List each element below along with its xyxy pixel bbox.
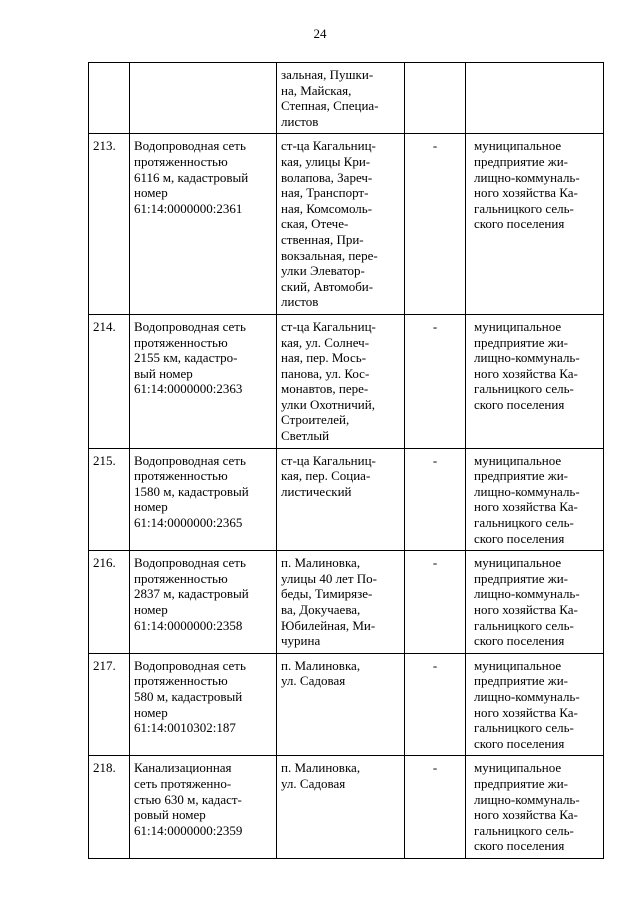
object-name: Канализационная сеть протяженно- стью 630 м, кадаст- ровый номер 61:14:0000000:2359 (134, 760, 243, 838)
object-location: зальная, Пушки- на, Майская, Степная, Специа- листов (281, 67, 379, 129)
dash-cell (405, 448, 466, 551)
table-row (89, 756, 604, 859)
object-name-cell (130, 551, 277, 654)
location-cell (277, 756, 405, 859)
location-cell (277, 653, 405, 756)
object-location: ст-ца Кагальниц- кая, ул. Солнеч- ная, пер. Мось- панова, ул. Кос- монавтов, пере- улки Охотничий, Строителей, Светлый (281, 318, 376, 444)
object-name: Водопроводная сеть протяженностью 2837 м, кадастровый номер 61:14:0000000:2358 (134, 555, 249, 633)
empty-value-dash: - (432, 138, 438, 154)
empty-value-dash: - (432, 318, 438, 334)
object-location: ст-ца Кагальниц- кая, улицы Кри- волапова, Зареч- ная, Транспорт- ная, Комсомоль- ская, Отече- ственная, При- вокзальная, пере- улки Элеватор- ский, Автомоби- листов (281, 138, 378, 310)
holder-name: муниципальное предприятие жи- лищно-коммуналь- ного хозяйства Ка- гальницкого сель- ского поселения (474, 657, 580, 751)
object-name: Водопроводная сеть протяженностью 580 м, кадастровый номер 61:14:0010302:187 (134, 657, 246, 736)
location-cell (277, 551, 405, 654)
row-number-cell (89, 551, 130, 654)
row-number: 213. (93, 138, 116, 154)
holder-cell (466, 314, 604, 448)
row-number-cell (89, 448, 130, 551)
table-row (89, 653, 604, 756)
row-number: 216. (93, 555, 116, 571)
table-row (89, 314, 604, 448)
location-cell (277, 448, 405, 551)
row-number-cell (89, 63, 130, 134)
row-number-cell (89, 134, 130, 315)
page-number: 24 (313, 26, 327, 41)
table-row (89, 551, 604, 654)
object-name-cell (130, 63, 277, 134)
holder-name: муниципальное предприятие жи- лищно-коммуналь- ного хозяйства Ка- гальницкого сель- ского поселения (474, 555, 580, 649)
object-location: п. Малиновка, улицы 40 лет По- беды, Тимирязе- ва, Докучаева, Юбилейная, Ми- чурина (281, 555, 377, 649)
object-location: п. Малиновка, ул. Садовая (281, 760, 361, 791)
holder-cell (466, 448, 604, 551)
empty-value-dash: - (432, 452, 438, 468)
row-number-cell (89, 756, 130, 859)
property-registry-table (88, 62, 604, 859)
holder-cell (466, 653, 604, 756)
object-location: ст-ца Кагальниц- кая, пер. Социа- листический (281, 452, 376, 499)
row-number: 215. (93, 452, 116, 468)
location-cell (277, 134, 405, 315)
holder-cell (466, 551, 604, 654)
dash-cell (405, 756, 466, 859)
empty-value-dash: - (432, 657, 438, 673)
location-cell (277, 63, 405, 134)
object-name-cell (130, 756, 277, 859)
row-number: 214. (93, 318, 116, 334)
table-row (89, 134, 604, 315)
row-number-cell (89, 653, 130, 756)
holder-cell (466, 63, 604, 134)
location-cell (277, 314, 405, 448)
holder-name: муниципальное предприятие жи- лищно-коммуналь- ного хозяйства Ка- гальницкого сель- ского поселения (474, 452, 580, 546)
object-location: п. Малиновка, ул. Садовая (281, 657, 361, 689)
dash-cell (405, 63, 466, 134)
row-number: 217. (93, 657, 116, 673)
holder-name: муниципальное предприятие жи- лищно-коммуналь- ного хозяйства Ка- гальницкого сель- ского поселения (474, 138, 580, 232)
empty-value-dash: - (432, 760, 438, 776)
holder-name: муниципальное предприятие жи- лищно-коммуналь- ного хозяйства Ка- гальницкого сель- ского поселения (474, 760, 580, 854)
dash-cell (405, 134, 466, 315)
object-name-cell (130, 653, 277, 756)
empty-value-dash: - (432, 555, 438, 571)
table-row (89, 448, 604, 551)
holder-name: муниципальное предприятие жи- лищно-коммуналь- ного хозяйства Ка- гальницкого сель- ского поселения (474, 318, 580, 412)
object-name: Водопроводная сеть протяженностью 1580 м, кадастровый номер 61:14:0000000:2365 (134, 452, 249, 531)
object-name-cell (130, 134, 277, 315)
object-name-cell (130, 448, 277, 551)
dash-cell (405, 551, 466, 654)
holder-cell (466, 756, 604, 859)
dash-cell (405, 314, 466, 448)
object-name: Водопроводная сеть протяженностью 6116 м, кадастровый номер 61:14:0000000:2361 (134, 138, 249, 216)
dash-cell (405, 653, 466, 756)
row-number-cell (89, 314, 130, 448)
object-name: Водопроводная сеть протяженностью 2155 км, кадастро- вый номер 61:14:0000000:2363 (134, 318, 246, 397)
object-name-cell (130, 314, 277, 448)
table-row (89, 63, 604, 134)
row-number: 218. (93, 760, 116, 776)
holder-cell (466, 134, 604, 315)
